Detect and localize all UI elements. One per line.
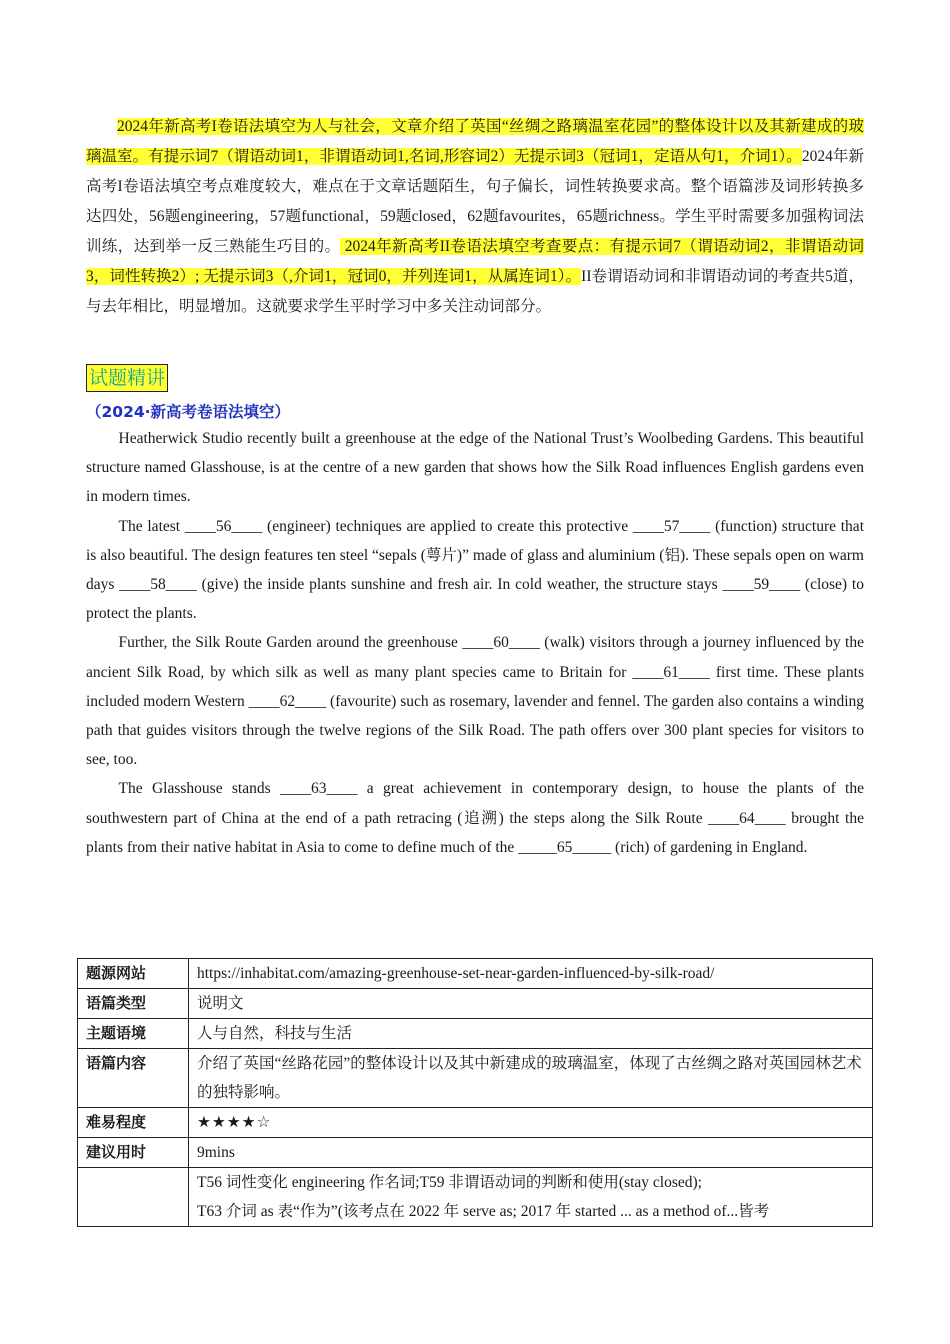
row-key: 语篇内容: [78, 1049, 189, 1108]
page-content: [86, 112, 864, 862]
row-key: 难易程度: [78, 1108, 189, 1138]
table-row: [78, 1019, 873, 1049]
table-row: [78, 1108, 873, 1138]
intro-highlight-2: 2024年新高考II卷语法填空考查要点：有提示词7（谓语动词2，非谓语动词3，词性转换2）; 无提示词3（,介词1，冠词0，并列连词1，从属连词1）。: [86, 238, 864, 285]
passage-paragraph: The Glasshouse stands ____63____ a great achievement in contemporary design, to house the plants of the southwestern part of China at the end of a path retracing (追溯) the steps along the Silk Route ____64____ brought the plants from their native habitat in Asia to come to define much of the _____65_____ (rich) of gardening in England.: [86, 780, 864, 856]
row-key: 建议用时: [78, 1138, 189, 1168]
table-row: [78, 1049, 873, 1108]
source-url: https://inhabitat.com/amazing-greenhouse-set-near-garden-influenced-by-silk-road/: [189, 959, 873, 989]
row-key-empty: [78, 1168, 189, 1227]
difficulty-stars: ★★★★☆: [189, 1108, 873, 1138]
row-key: 语篇类型: [78, 989, 189, 1019]
note-line: T63 介词 as 表“作为”(该考点在 2022 年 serve as; 2017 年 started ... as a method of...皆考: [197, 1203, 770, 1220]
section-title: 试题精讲: [86, 364, 168, 392]
intro-highlight-1: 2024年新高考I卷语法填空为人与社会，文章介绍了英国“丝绸之路璃温室花园”的整体设计以及其新建成的玻璃温室。有提示词7（谓语动词1，非谓语动词1,名词,形容词2）无提示词3（冠词1，定语从句1，介词1）。: [86, 118, 864, 165]
table-row: [78, 1168, 873, 1227]
table-row: [78, 1138, 873, 1168]
row-value: 人与自然，科技与生活: [189, 1019, 873, 1049]
table-row: [78, 959, 873, 989]
intro-text-1: 2024年新高考I卷语法填空考点难度较大，难点在于文章话题陌生，句子偏长，词性转换要求高。整个语篇涉及词形转换多达四处，56题engineering，57题functional，59题closed，62题favourites，65题richness。学生平时需要多加强构词法训练，达到举一反三熟能生巧目的。: [86, 148, 864, 255]
row-key: 题源网站: [78, 959, 189, 989]
intro-text-2: II卷谓语动词和非谓语动词的考查共5道，与去年相比，明显增加。这就要求学生平时学习中多关注动词部分。: [86, 268, 864, 315]
passage-paragraph: Further, the Silk Route Garden around the greenhouse ____60____ (walk) visitors through a journey influenced by the ancient Silk Road, by which silk as well as many plant species came to Britain for ____61____ first time. These plants included modern Western ____62____ (favourite) such as rosemary, lavender and fennel. The garden also contains a winding path that guides visitors through the twelve regions of the Silk Road. The path offers over 300 plant species for visitors to see, too.: [86, 634, 864, 769]
passage-paragraph: The latest ____56____ (engineer) techniques are applied to create this protective ____57____ (function) structure that is also beautiful. The design features ten steel “sepals (萼片)” made of glass and aluminium (铝). These sepals open on warm days ____58____ (give) the inside plants sunshine and fresh air. In cold weather, the structure stays ____59____ (close) to protect the plants.: [86, 517, 864, 623]
passage: [86, 424, 864, 862]
passage-paragraph: Heatherwick Studio recently built a greenhouse at the edge of the National Trust’s Woolbeding Gardens. This beautiful structure named Glasshouse, is at the centre of a new garden that shows how the Silk Road influences English gardens even in modern times.: [86, 430, 864, 506]
row-key: 主题语境: [78, 1019, 189, 1049]
info-table: [77, 958, 873, 1227]
row-value: 说明文: [189, 989, 873, 1019]
row-value: 9mins: [189, 1138, 873, 1168]
row-value: 介绍了英国“丝路花园”的整体设计以及其中新建成的玻璃温室，体现了古丝绸之路对英国园林艺术的独特影响。: [189, 1049, 873, 1108]
note-line: T56 词性变化 engineering 作名词;T59 非谓语动词的判断和使用(stay closed);: [197, 1174, 702, 1191]
intro-paragraph: [86, 112, 864, 322]
source-label: （2024·新高考卷语法填空）: [86, 403, 291, 421]
table-row: [78, 989, 873, 1019]
notes-cell: [189, 1168, 873, 1227]
